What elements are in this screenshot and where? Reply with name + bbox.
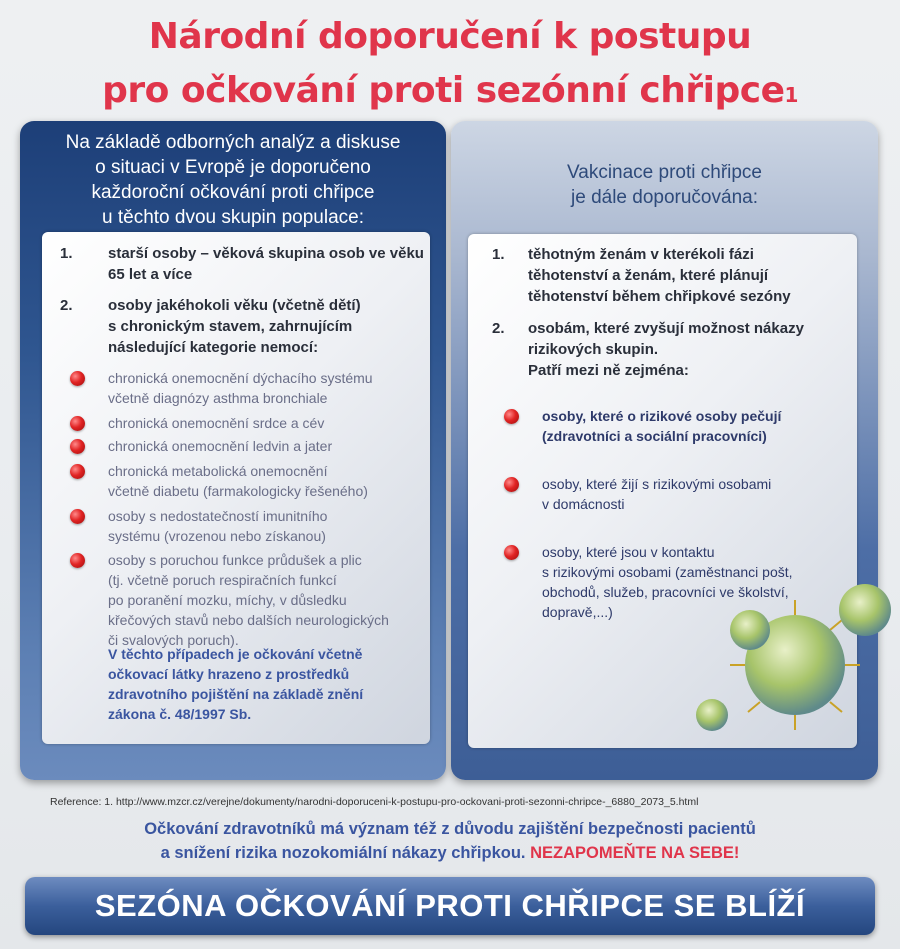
left-bullet-1: chronická onemocnění dýchacího systému včetně diagnózy asthma bronchiale <box>108 370 373 406</box>
reimbursement-note: V těchto případech je očkování včetně očkovací látky hrazeno z prostředků zdravotního pojištění na základě znění zákona č. 48/1997 Sb. <box>108 646 364 722</box>
title-footnote: 1 <box>784 83 798 107</box>
bullet-icon <box>70 509 85 524</box>
right-bullet-2: osoby, které žijí s rizikovými osobami v domácnosti <box>542 476 772 512</box>
reference: Reference: 1. http://www.mzcr.cz/verejne/dokumenty/narodni-doporuceni-k-postupu-pro-ockovani-proti-sezonni-chripce-_6880_2073_5.html <box>50 796 699 808</box>
left-card: 1. starší osoby – věková skupina osob ve věku 65 let a více 2. osoby jakéhokoli věku (včetně dětí) s chronickým stavem, zahrnujícím následující kategorie nemocí: chronická onemocnění dýchacího systému včetně diagnózy asthma bronchiale chronická onemocnění srdce a cév chronická onemocnění ledvin a jater chronická metabolická onemocnění včetně diabetu (farmakologicky řešeného) osoby s nedostatečností imunitního systému (vrozenou nebo získanou) osoby s poruchou funkce průdušek a plic (tj. včetně poruch respiračních funkcí po poranění mozku, míchy, v důsledku křečových stavů nebo dalších neurologických či svalových poruch). V těchto případech je očkování včetně očkovací látky hrazeno z prostředků zdravotního pojištění na základě znění zákona č. 48/1997 Sb. <box>42 232 430 744</box>
bullet-icon <box>504 409 519 424</box>
left-bullet-5: osoby s nedostatečností imunitního systému (vrozenou nebo získanou) <box>108 508 328 544</box>
virus-illustration <box>690 580 900 740</box>
season-banner: SEZÓNA OČKOVÁNÍ PROTI CHŘIPCE SE BLÍŽÍ <box>25 877 875 935</box>
bullet-icon <box>70 464 85 479</box>
bullet-icon <box>504 545 519 560</box>
bullet-icon <box>70 416 85 431</box>
left-panel <box>20 121 446 780</box>
bullet-icon <box>70 439 85 454</box>
title-line-1: Národní doporučení k postupu <box>148 16 752 57</box>
bullet-icon <box>504 477 519 492</box>
reminder-highlight: NEZAPOMEŇTE NA SEBE! <box>530 844 740 862</box>
title-line-2: pro očkování proti sezónní chřipce$^1$ <box>102 70 798 111</box>
right-card: 1. těhotným ženám v kterékoli fázi těhotenství a ženám, které plánují těhotenství během chřipkové sezóny 2. osobám, které zvyšují možnost nákazy rizikových skupin. Patří mezi ně zejména: osoby, které o rizikové osoby pečují (zdravotníci a sociální pracovníci) osoby, které žijí s rizikovými osobami v domácnosti osoby, které jsou v kontaktu s rizikovými osobami (zaměstnanci pošt, obchodů, služeb, pracovníci ve školství, dopravě,...) <box>468 234 857 748</box>
right-bullet-3: osoby, které jsou v kontaktu s rizikovými osobami (zaměstnanci pošt, obchodů, služeb, pracovníci ve školství, dopravě,...) <box>542 544 793 620</box>
left-bullet-2: chronická onemocnění srdce a cév <box>108 415 325 431</box>
right-panel-heading: Vakcinace proti chřipce je dále doporučována: <box>566 162 763 208</box>
staff-message: Očkování zdravotníků má význam též z důvodu zajištění bezpečnosti pacientů a snížení rizika nozokomiální nákazy chřipkou. NEZAPOMEŇTE NA SEBE! <box>144 820 756 862</box>
left-panel-heading: Na základě odborných analýz a diskuse o situaci v Evropě je doporučeno každoroční očkování proti chřipce u těchto dvou skupin populace: <box>65 132 401 228</box>
left-bullet-3: chronická onemocnění ledvin a jater <box>108 438 333 454</box>
left-bullet-4: chronická metabolická onemocnění včetně diabetu (farmakologicky řešeného) <box>108 463 368 499</box>
page-title <box>0 10 900 118</box>
bullet-icon <box>70 553 85 568</box>
right-bullet-1: osoby, které o rizikové osoby pečují (zdravotníci a sociální pracovníci) <box>542 408 782 444</box>
left-bullet-6: osoby s poruchou funkce průdušek a plic (tj. včetně poruch respiračních funkcí po poranění mozku, míchy, v důsledku křečových stavů nebo dalších neurologických či svalových poruch). <box>108 552 389 648</box>
bullet-icon <box>70 371 85 386</box>
